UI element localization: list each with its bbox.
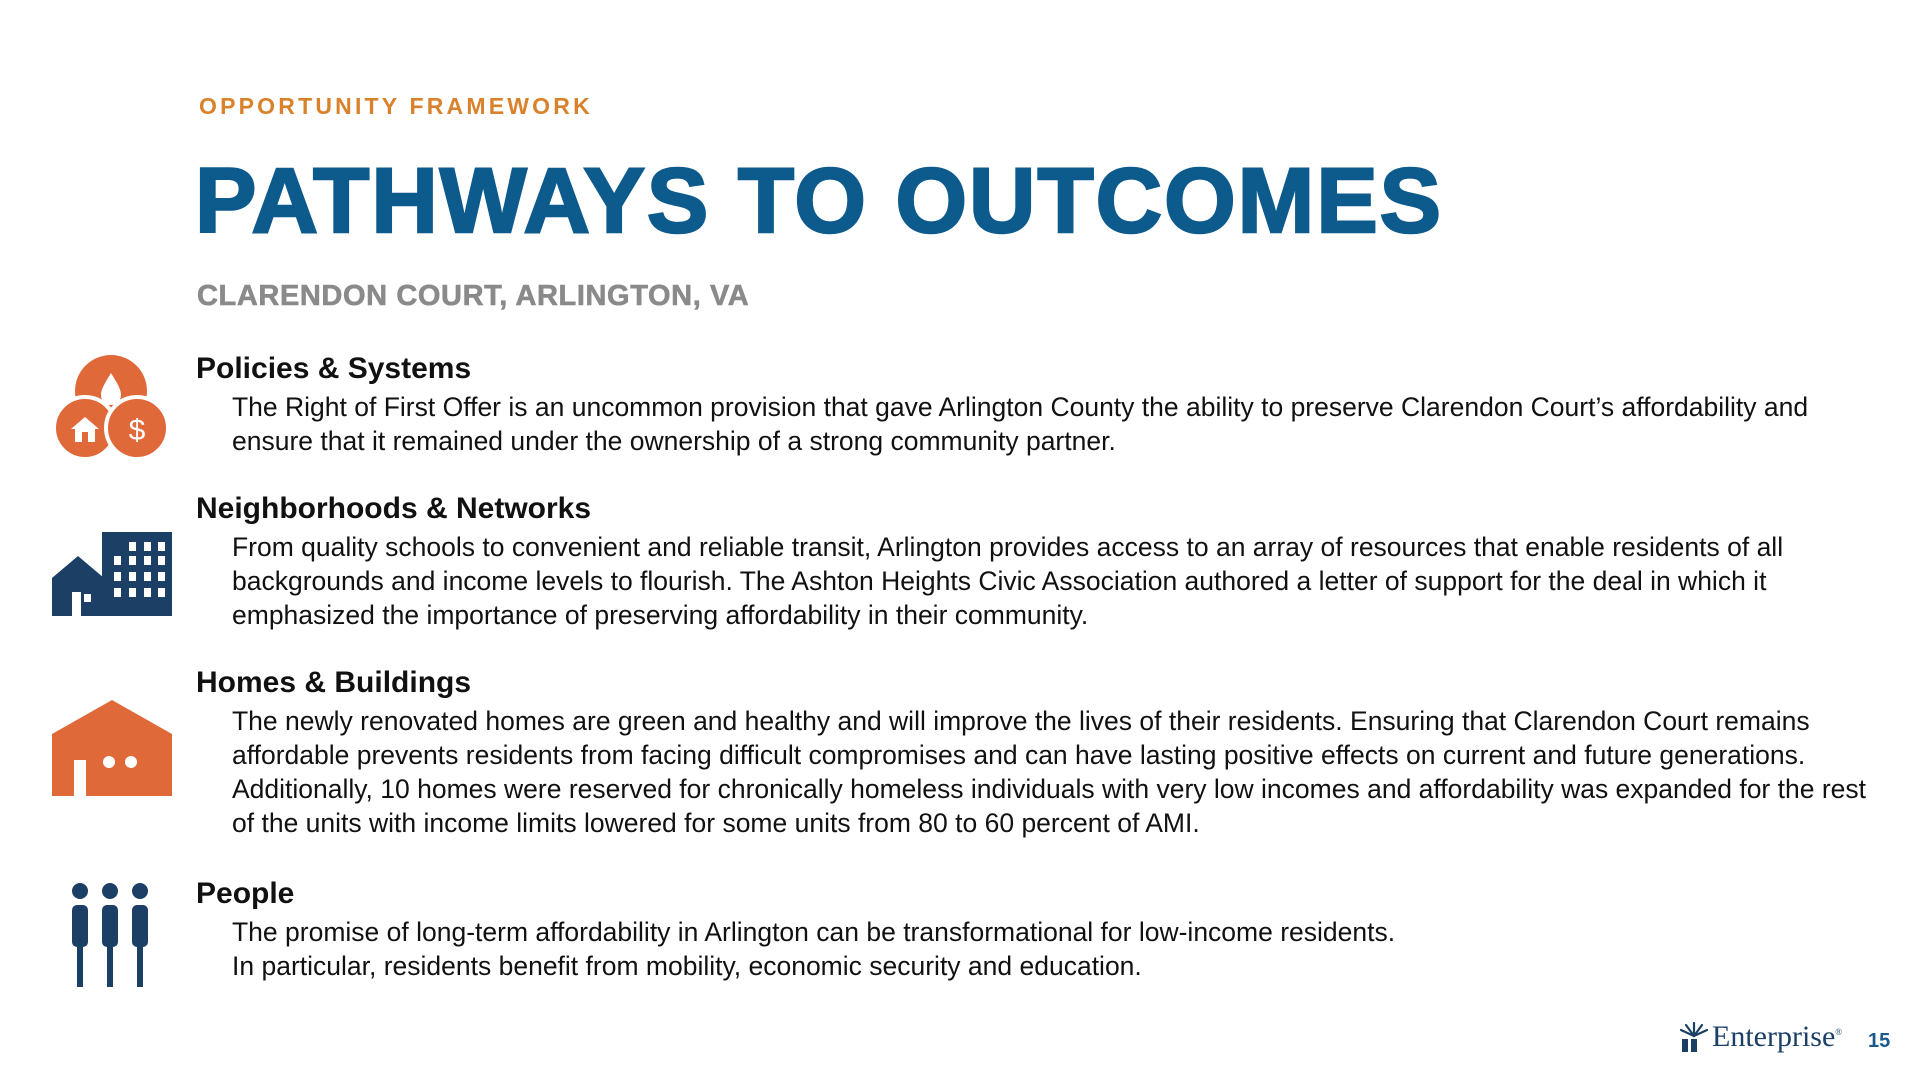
section-text: The Right of First Offer is an uncommon provision that gave Arlington County the ability to preserve Clarendon Court’s affordability and ensure that it remained under the ownership of a strong community partner. [232,392,1809,456]
page-subtitle: CLARENDON COURT, ARLINGTON, VA [197,280,750,312]
neighborhood-buildings-icon [52,532,172,616]
logo-wordmark: Enterprise® [1712,1020,1843,1053]
section-text: From quality schools to convenient and reliable transit, Arlington provides access to an array of resources that enable residents of all backgrounds and income levels to flourish. The Ashton Heights Civic Association authored a letter of support for the deal in which it emphasized the importance of preserving affordability in their community. [232,532,1784,630]
house-icon [52,700,172,796]
enterprise-sunburst-icon [1680,1022,1708,1052]
section-body [232,915,1892,983]
page-title: PATHWAYS TO OUTCOMES [195,150,1444,252]
section-heading: Homes & Buildings [196,666,472,699]
page-number: 15 [1868,1030,1891,1052]
section-heading: People [196,877,295,910]
section-body [232,390,1892,458]
section-body [232,530,1892,632]
section-text: The newly renovated homes are green and healthy and will improve the lives of their residents. Ensuring that Clarendon Court remains affordable prevents residents from facing difficult compromises and can have lasting positive effects on current and future generations. Additionally, 10 homes were reserved for chronically homeless individuals with very low incomes and affordability was expanded for the rest of the units with income limits lowered for some units from 80 to 60 percent of AMI. [232,706,1866,838]
section-body [232,704,1892,840]
section-heading: Neighborhoods & Networks [196,492,592,525]
section-text: The promise of long-term affordability in Arlington can be transformational for low-income residents. [232,917,1396,947]
section-text: In particular, residents benefit from mobility, economic security and education. [232,951,1142,981]
section-heading: Policies & Systems [196,352,472,385]
policies-systems-icon [50,355,172,459]
people-icon [70,883,154,987]
svg-text:$: $ [128,414,146,447]
enterprise-logo [1680,1016,1842,1058]
eyebrow-label: OPPORTUNITY FRAMEWORK [199,93,593,119]
